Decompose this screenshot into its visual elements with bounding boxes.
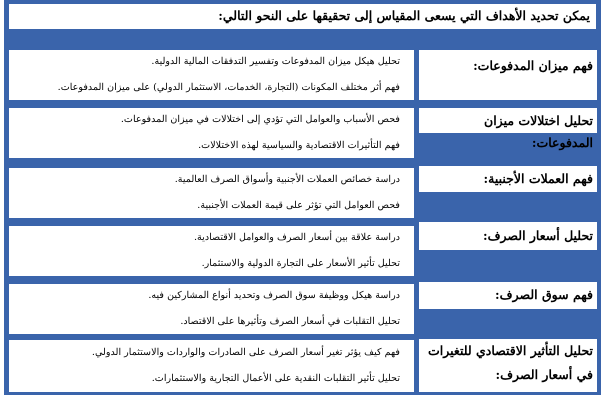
row-label: تحليل اختلالات ميزان المدفوعات: — [419, 108, 597, 133]
description-line: تحليل هيكل ميزان المدفوعات وتفسير التدفقات المالية الدولية. — [151, 56, 400, 67]
description-line: فهم التأثيرات الاقتصادية والسياسية لهذه الاختلالات. — [198, 140, 400, 151]
row-description — [9, 340, 414, 392]
row-description — [9, 168, 414, 218]
description-line: فحص العوامل التي تؤثر على قيمة العملات الأجنبية. — [197, 200, 400, 211]
row-description — [9, 284, 414, 334]
description-line: تحليل تأثير التقلبات النقدية على الأعمال التجارية والاستثمارات. — [151, 373, 400, 384]
row-label: فهم العملات الأجنبية: — [419, 166, 597, 192]
description-line: تحليل تأثير الأسعار على التجارة الدولية والاستثمار. — [201, 258, 400, 269]
table-header: يمكن تحديد الأهداف التي يسعى المقياس إلى تحقيقها على النحو التالي: — [9, 4, 596, 29]
description-line: فهم كيف يؤثر تغير أسعار الصرف على الصادرات والواردات والاستثمار الدولي. — [91, 347, 400, 358]
description-line: تحليل التقلبات في أسعار الصرف وتأثيرها على الاقتصاد. — [180, 316, 400, 327]
description-line: دراسة خصائص العملات الأجنبية وأسواق الصرف العالمية. — [174, 174, 400, 185]
row-description — [9, 50, 414, 100]
row-description — [9, 108, 414, 158]
row-label: تحليل أسعار الصرف: — [419, 222, 597, 250]
description-line: دراسة هيكل ووظيفة سوق الصرف وتحديد أنواع المشاركين فيه. — [148, 290, 400, 301]
row-label: فهم ميزان المدفوعات: — [419, 50, 597, 100]
row-label: تحليل التأثير الاقتصادي للتغيرات في أسعار الصرف: — [419, 339, 597, 392]
description-line: دراسة علاقة بين أسعار الصرف والعوامل الاقتصادية. — [193, 232, 400, 243]
row-description — [9, 226, 414, 276]
row-label: فهم سوق الصرف: — [419, 282, 597, 309]
description-line: فحص الأسباب والعوامل التي تؤدي إلى اختلالات في ميزان المدفوعات. — [120, 114, 400, 125]
description-line: فهم أثر مختلف المكونات (التجارة، الخدمات، الاستثمار الدولي) على ميزان المدفوعات. — [57, 82, 400, 93]
